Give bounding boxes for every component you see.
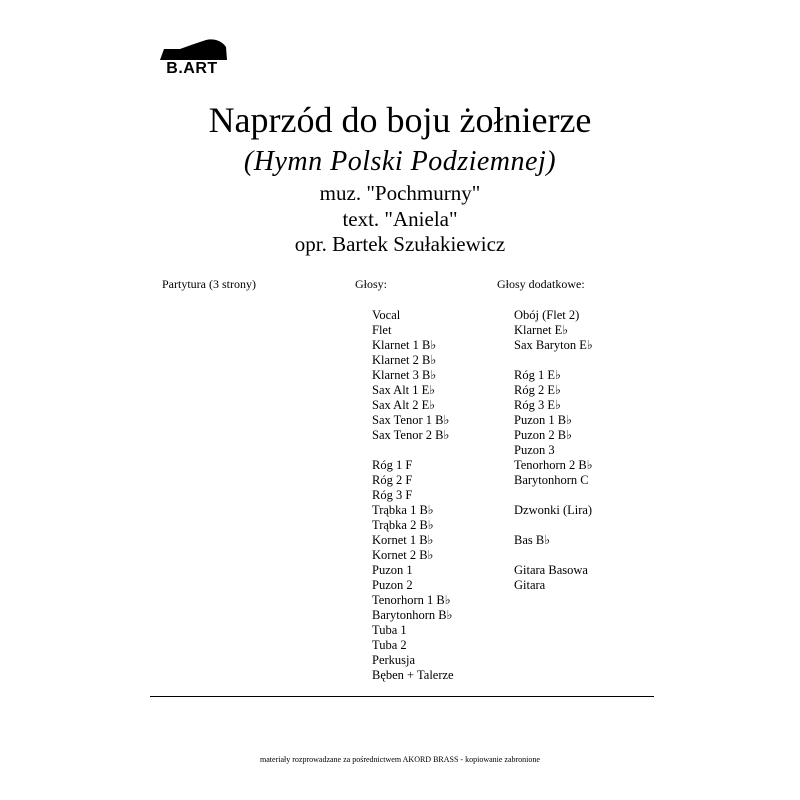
list-item: Dzwonki (Lira) [514,503,593,517]
list-item: Puzon 2 B♭ [514,428,572,442]
grand-piano-icon [158,38,228,62]
list-item: Sax Tenor 1 B♭ [372,413,450,427]
list-item: Klarnet 3 B♭ [372,368,437,382]
footer-note: materiały rozprowadzane za pośrednictwem AKORD BRASS - kopiowanie zabronione [260,755,540,764]
list-item: Róg 2 F [372,473,413,487]
list-item: Sax Tenor 2 B♭ [372,428,450,442]
list-item: Perkusja [372,653,416,667]
list-item: Gitara [514,578,546,592]
score-label: Partytura (3 strony) [162,277,256,291]
list-item: Róg 1 E♭ [514,368,561,382]
list-item: Sax Alt 2 E♭ [372,398,436,412]
list-item: Obój (Flet 2) [514,308,580,322]
page-title: Naprzód do boju żołnierze [208,100,592,140]
list-item: Trąbka 2 B♭ [372,518,434,532]
page-subtitle: (Hymn Polski Podziemnej) [243,146,557,177]
list-item: Vocal [372,308,401,322]
list-item: Barytonhorn C [514,473,589,487]
list-item: Tuba 1 [372,623,407,637]
extra-parts-list [514,308,593,593]
list-item: Bęben + Talerze [372,668,454,682]
list-item: Klarnet 1 B♭ [372,338,437,352]
list-item: Barytonhorn B♭ [372,608,453,622]
list-item: Bas B♭ [514,533,551,547]
list-item: Kornet 1 B♭ [372,533,434,547]
list-spacer [514,548,593,563]
extra-parts-heading: Głosy dodatkowe: [497,277,585,291]
list-item: Tuba 2 [372,638,407,652]
list-item: Klarnet 2 B♭ [372,353,437,367]
arrangement-credit: opr. Bartek Szułakiewicz [294,232,506,256]
horizontal-divider [150,696,654,697]
list-spacer [514,353,593,368]
parts-heading: Głosy: [355,277,388,291]
logo-text: B.ART [166,60,218,77]
list-item: Puzon 1 B♭ [514,413,572,427]
list-item: Gitara Basowa [514,563,588,577]
list-item: Puzon 3 [514,443,555,457]
list-item: Tenorhorn 1 B♭ [372,593,451,607]
list-spacer [514,518,593,533]
list-item: Róg 1 F [372,458,413,472]
list-item: Kornet 2 B♭ [372,548,434,562]
list-item: Puzon 1 [372,563,413,577]
list-item: Puzon 2 [372,578,413,592]
list-item: Róg 3 F [372,488,413,502]
list-item: Sax Baryton E♭ [514,338,593,352]
list-item: Trąbka 1 B♭ [372,503,434,517]
music-credit: muz. "Pochmurny" [319,181,481,205]
list-item: Sax Alt 1 E♭ [372,383,436,397]
list-item: Róg 2 E♭ [514,383,561,397]
list-item: Flet [372,323,392,337]
list-spacer [372,443,454,458]
parts-list [372,308,454,683]
text-credit: text. "Aniela" [342,207,458,231]
list-item: Róg 3 E♭ [514,398,561,412]
list-item: Klarnet E♭ [514,323,569,337]
brand-logo [156,38,228,80]
list-item: Tenorhorn 2 B♭ [514,458,593,472]
list-spacer [514,488,593,503]
